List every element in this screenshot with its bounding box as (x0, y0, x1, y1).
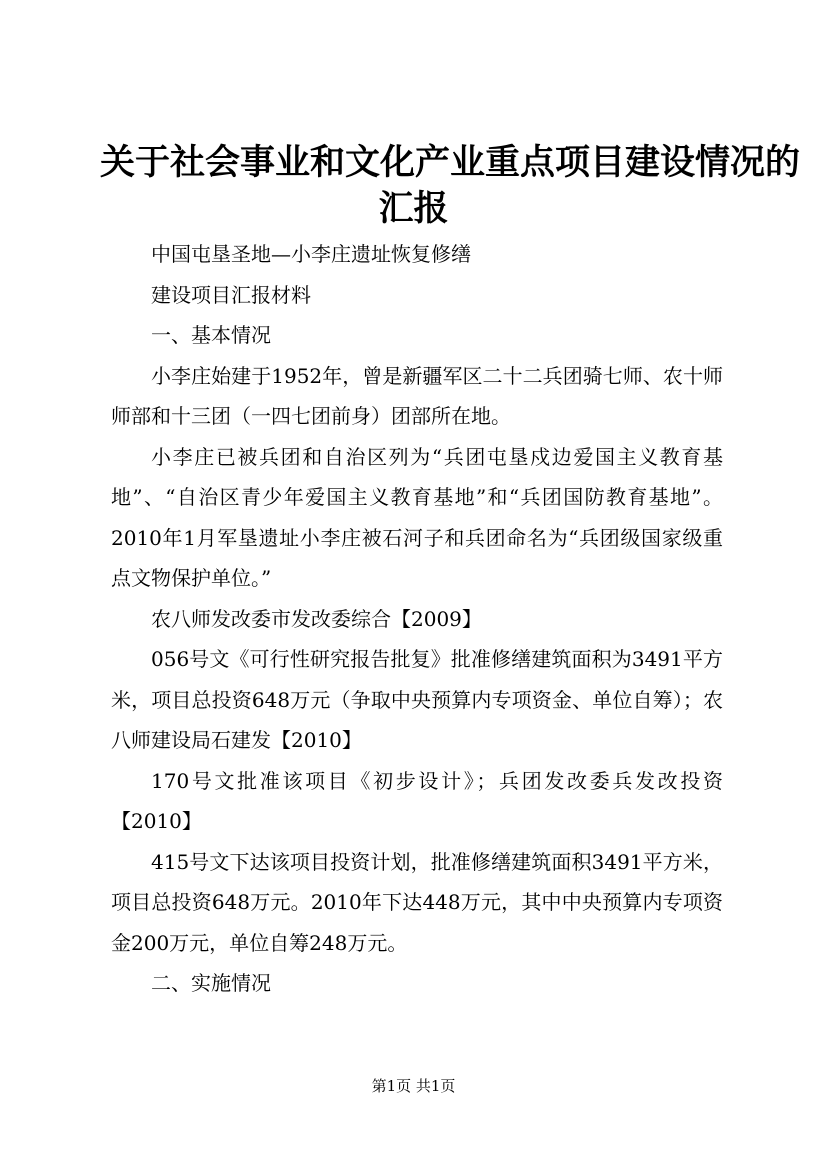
paragraph: 056号文《可行性研究报告批复》批准修缮建筑面积为3491平方米，项目总投资648万元（争取中央预算内专项资金、单位自筹）；农八师建设局石建发【2010】 (111, 647, 723, 752)
paragraph: 小李庄已被兵团和自治区列为“兵团屯垦戍边爱国主义教育基地”、“自治区青少年爱国主义教育基地”和“兵团国防教育基地”。2010年1月军垦遗址小李庄被石河子和兵团命名为“兵团级国家级重点文物保护单位。” (111, 444, 723, 590)
paragraph: 415号文下达该项目投资计划，批准修缮建筑面积3491平方米，项目总投资648万元。2010年下达448万元，其中中央预算内专项资金200万元，单位自筹248万元。 (111, 849, 723, 955)
document-body (111, 234, 723, 1004)
document-title-line-2: 汇报 (378, 188, 449, 229)
paragraph: 170号文批准该项目《初步设计》；兵团发改委兵发改投资【2010】 (111, 768, 723, 833)
paragraph: 建设项目汇报材料 (151, 282, 311, 307)
section-heading: 一、基本情况 (151, 323, 271, 347)
section-heading: 二、实施情况 (151, 971, 271, 995)
paragraph: 中国屯垦圣地—小李庄遗址恢复修缮 (151, 242, 471, 266)
paragraph: 农八师发改委市发改委综合【2009】 (151, 606, 482, 631)
page-footer: 第1页 共1页 (371, 1077, 456, 1095)
paragraph: 小李庄始建于1952年，曾是新疆军区二十二兵团骑七师、农十师师部和十三团（一四七团前身）团部所在地。 (111, 363, 723, 428)
document-title-line-1: 关于社会事业和文化产业重点项目建设情况的 (100, 142, 801, 183)
